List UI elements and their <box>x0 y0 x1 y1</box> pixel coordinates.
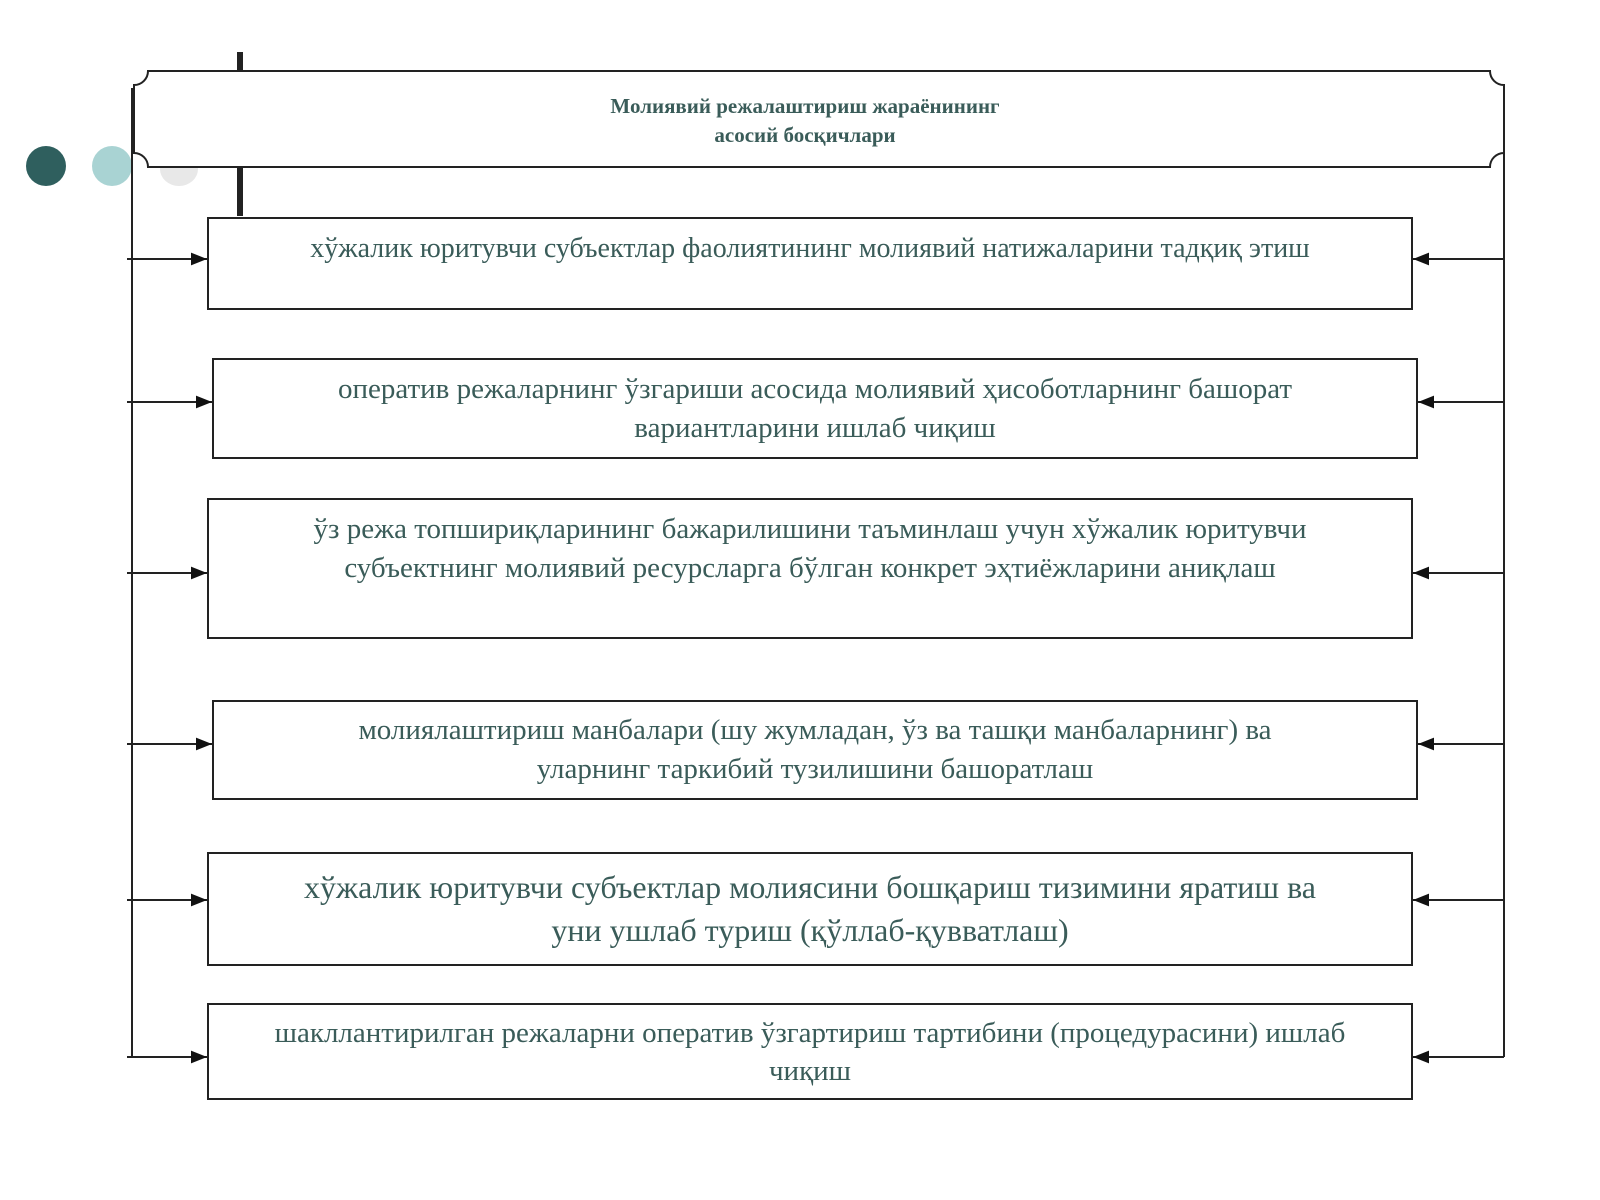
step-2-line-1: оператив режаларнинг ўзгариши асосида молиявий ҳисоботларнинг башорат <box>337 372 1293 405</box>
step-4-line-2: уларнинг таркибий тузилишини башоратлаш <box>536 753 1094 785</box>
diagram-title-line-1: Молиявий режалаштириш жараёнининг <box>610 93 1000 118</box>
step-text-5 <box>304 866 1316 952</box>
step-text-3 <box>314 510 1307 588</box>
step-box-3 <box>207 498 1413 639</box>
step-3-line-1: ўз режа топшириқларининг бажарилишини таъминлаш учун хўжалик юритувчи <box>313 513 1307 545</box>
step-box-1 <box>207 217 1413 310</box>
step-1-line-1: хўжалик юритувчи субъектлар фаолиятининг молиявий натижаларини тадқиқ этиш <box>310 233 1310 264</box>
step-box-2 <box>212 358 1418 459</box>
step-5-line-2: уни ушлаб туриш (қўллаб-қувватлаш) <box>551 912 1069 948</box>
step-text-4 <box>358 711 1271 789</box>
step-5-line-1: хўжалик юритувчи субъектлар молиясини бошқариш тизимини яратиш ва <box>304 869 1316 905</box>
step-6-line-1: шакллантирилган режаларни оператив ўзгартириш тартибини (процедурасини) ишлаб <box>274 1016 1346 1049</box>
diagram-title <box>610 92 999 150</box>
step-box-6 <box>207 1003 1413 1100</box>
step-6-line-2: чиқиш <box>768 1054 852 1087</box>
step-text-2 <box>338 370 1292 448</box>
step-box-5 <box>207 852 1413 966</box>
step-3-line-2: субъектнинг молиявий ресурсларга бўлган конкрет эҳтиёжларини аниқлаш <box>344 552 1276 584</box>
step-2-line-2: вариантларини ишлаб чиқиш <box>634 411 996 444</box>
diagram-title-box <box>132 70 1478 168</box>
step-box-4 <box>212 700 1418 800</box>
step-text-1 <box>310 229 1309 268</box>
step-4-line-1: молиялаштириш манбалари (шу жумладан, ўз ва ташқи манбаларнинг) ва <box>358 714 1272 746</box>
step-text-6 <box>275 1014 1346 1090</box>
diagram-title-line-2: асосий босқичлари <box>714 122 896 147</box>
